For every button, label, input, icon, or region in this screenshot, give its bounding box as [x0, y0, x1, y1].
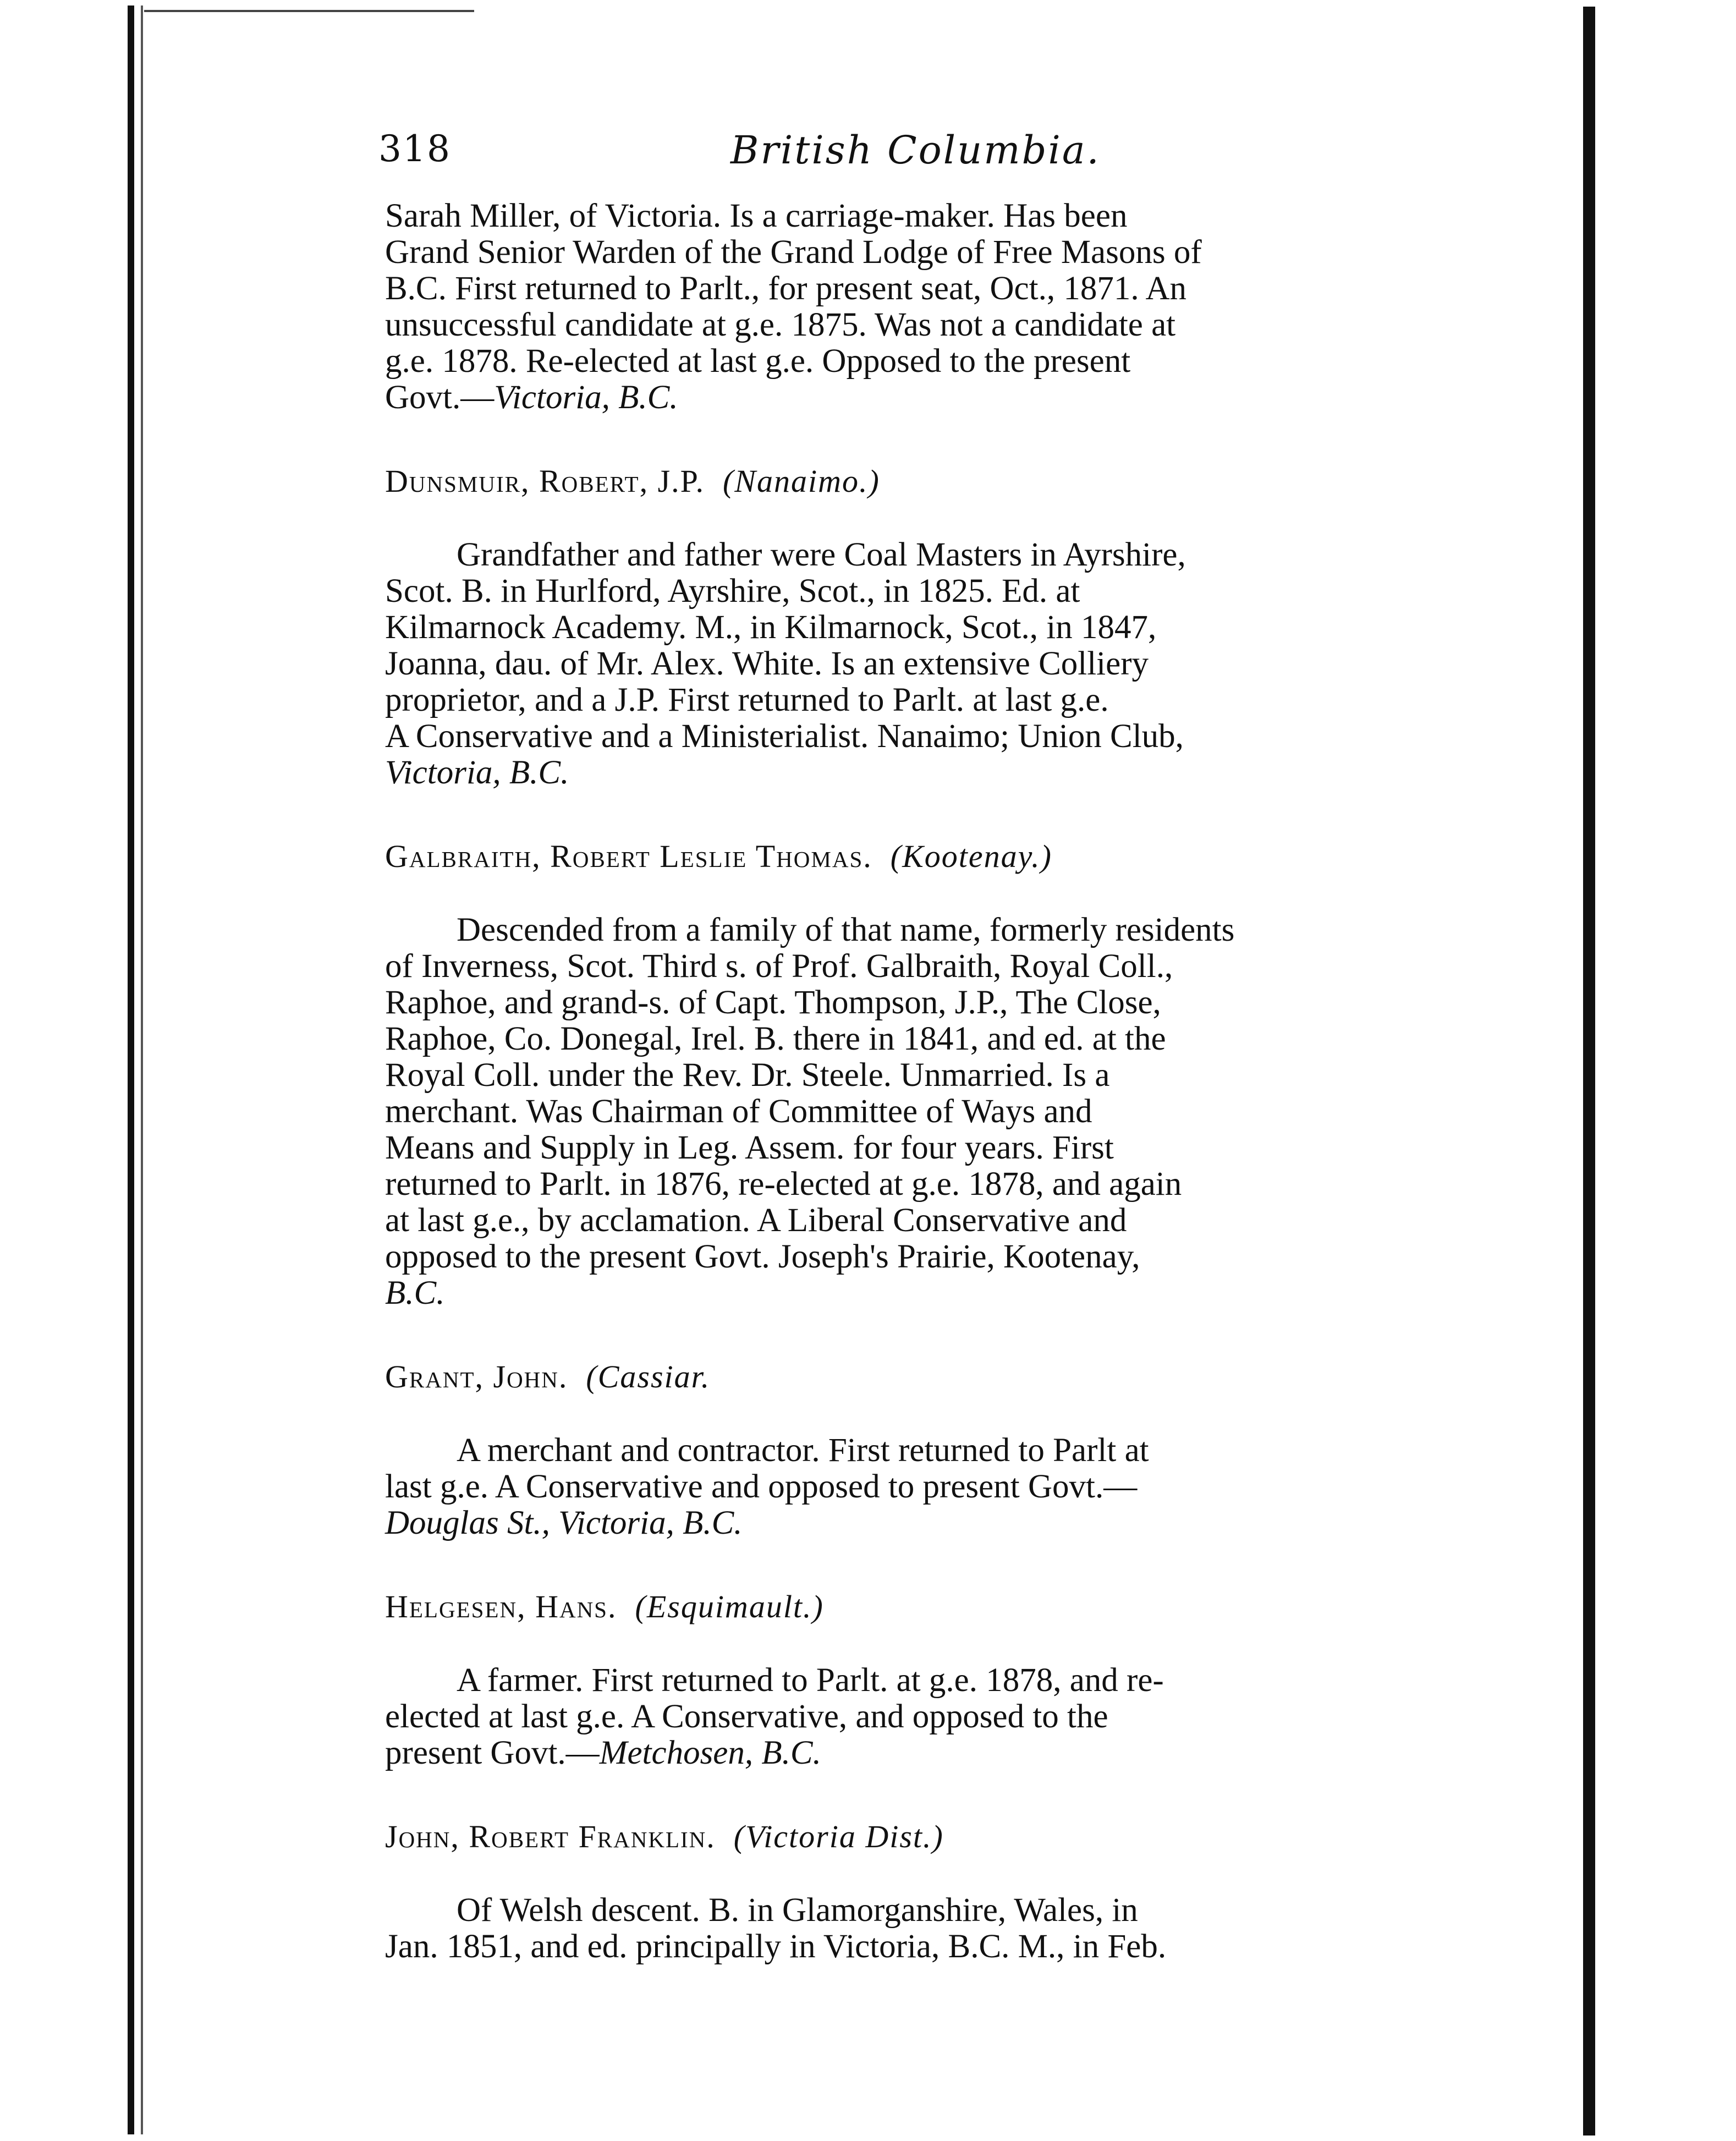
entry-line: Raphoe, and grand-s. of Capt. Thompson, J.P., The Close, [385, 984, 1161, 1021]
entry-address: Douglas St., Victoria, B.C. [385, 1505, 743, 1541]
entry-galbraith [385, 838, 1375, 1311]
entry-line: Raphoe, Co. Donegal, Irel. B. there in 1841, and ed. at the [385, 1020, 1166, 1057]
constituency: (Kootenay.) [890, 838, 1052, 874]
page-body [385, 198, 1375, 1965]
entry-address: B.C. [385, 1275, 445, 1311]
entry-line: Jan. 1851, and ed. principally in Victoria, B.C. M., in Feb. [385, 1928, 1167, 1965]
entry-line: Sarah Miller, of Victoria. Is a carriage-maker. Has been [385, 197, 1128, 234]
running-head: British Columbia. [730, 128, 1101, 173]
entry-address: Victoria, B.C. [385, 754, 569, 791]
entry-line: Scot. B. in Hurlford, Ayrshire, Scot., in 1825. Ed. at [385, 573, 1080, 610]
entry-continuation [385, 198, 1375, 416]
entry-heading [385, 1359, 1375, 1395]
entry-dunsmuir [385, 463, 1375, 791]
entry-line: Joanna, dau. of Mr. Alex. White. Is an extensive Colliery [385, 645, 1149, 682]
entry-line: Kilmarnock Academy. M., in Kilmarnock, Scot., in 1847, [385, 609, 1157, 646]
entry-line: Of Welsh descent. B. in Glamorganshire, Wales, in [457, 1892, 1138, 1929]
member-name: Helgesen, Hans. [385, 1589, 617, 1624]
entry-line: A farmer. First returned to Parlt. at g.e. 1878, and re- [457, 1662, 1164, 1699]
entry-line: of Inverness, Scot. Third s. of Prof. Galbraith, Royal Coll., [385, 948, 1173, 985]
member-name: Dunsmuir, Robert, J.P. [385, 463, 705, 499]
entry-line: returned to Parlt. in 1876, re-elected at g.e. 1878, and again [385, 1166, 1182, 1203]
entry-line: Descended from a family of that name, formerly residents [457, 912, 1235, 948]
entry-text: Govt.— [385, 379, 495, 416]
entry-line: Grand Senior Warden of the Grand Lodge of Free Masons of [385, 234, 1202, 271]
entry-line: B.C. First returned to Parlt., for present seat, Oct., 1871. An [385, 270, 1187, 307]
entry-last-line [385, 1735, 1375, 1771]
constituency: (Esquimault.) [635, 1589, 824, 1624]
member-name: Grant, John. [385, 1359, 568, 1395]
page-number: 318 [378, 128, 451, 170]
constituency: (Cassiar. [586, 1359, 711, 1395]
entry-heading [385, 1589, 1375, 1625]
left-binding-edge-shadow [141, 6, 143, 2134]
entry-address: Metchosen, B.C. [599, 1734, 821, 1771]
entry-helgesen [385, 1589, 1375, 1771]
entry-text: present Govt.— [385, 1734, 600, 1771]
right-page-edge [1583, 7, 1595, 2135]
page-header [378, 128, 1380, 188]
entry-line: last g.e. A Conservative and opposed to present Govt.— [385, 1468, 1138, 1505]
entry-john [385, 1819, 1375, 1965]
entry-grant [385, 1359, 1375, 1541]
entry-line: g.e. 1878. Re-elected at last g.e. Opposed to the present [385, 343, 1131, 380]
left-binding-edge [128, 6, 134, 2134]
entry-line: Royal Coll. under the Rev. Dr. Steele. Unmarried. Is a [385, 1057, 1110, 1094]
entry-line: Means and Supply in Leg. Assem. for four years. First [385, 1129, 1114, 1166]
entry-line: Grandfather and father were Coal Masters in Ayrshire, [457, 536, 1186, 573]
entry-heading [385, 463, 1375, 499]
entry-heading [385, 838, 1375, 875]
entry-line: A merchant and contractor. First returned to Parlt at [457, 1432, 1149, 1469]
entry-line: A Conservative and a Ministerialist. Nanaimo; Union Club, [385, 718, 1184, 755]
entry-line: proprietor, and a J.P. First returned to Parlt. at last g.e. [385, 682, 1109, 718]
constituency: (Nanaimo.) [722, 463, 880, 499]
member-name: John, Robert Franklin. [385, 1819, 716, 1854]
entry-address: Victoria, B.C. [494, 379, 678, 416]
entry-line: merchant. Was Chairman of Committee of Ways and [385, 1093, 1092, 1130]
top-rule [144, 10, 474, 12]
entry-last-line [385, 380, 1375, 416]
entry-line: unsuccessful candidate at g.e. 1875. Was not a candidate at [385, 306, 1176, 343]
member-name: Galbraith, Robert Leslie Thomas. [385, 838, 872, 874]
constituency: (Victoria Dist.) [733, 1819, 944, 1854]
entry-line: opposed to the present Govt. Joseph's Prairie, Kootenay, [385, 1238, 1140, 1275]
entry-line: elected at last g.e. A Conservative, and opposed to the [385, 1698, 1108, 1735]
entry-heading [385, 1819, 1375, 1855]
entry-line: at last g.e., by acclamation. A Liberal Conservative and [385, 1202, 1127, 1239]
